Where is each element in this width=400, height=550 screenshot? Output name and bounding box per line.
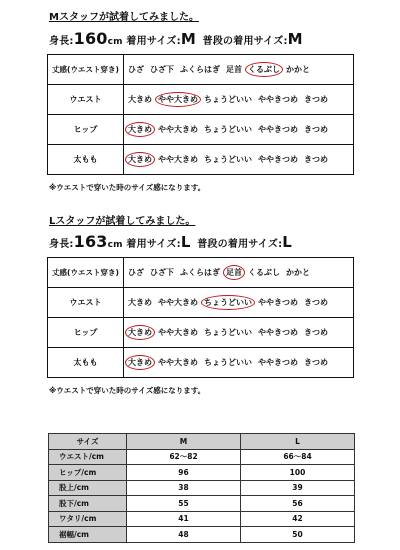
- fit-option: ちょうどいい: [204, 328, 252, 337]
- fit-option: ややきつめ: [258, 328, 298, 337]
- l-fit-note: ※ウエストで穿いた時のサイズ感になります。: [49, 386, 206, 395]
- fit-option: ちょうどいい: [204, 125, 252, 134]
- usual-size-label: 普段の着用サイズ:: [197, 239, 283, 250]
- fit-option: ひざ: [128, 268, 144, 277]
- size-table-cell: 41: [127, 511, 241, 527]
- fit-row: [48, 85, 354, 115]
- fit-row: [48, 115, 354, 145]
- fit-row-label: ウエスト: [48, 85, 124, 115]
- size-table-row-label: 股上/cm: [49, 480, 127, 496]
- fit-option: ややきつめ: [258, 358, 298, 367]
- fit-option: ちょうどいい: [204, 95, 252, 104]
- size-table-cell: 38: [127, 480, 241, 496]
- size-table-row-label: 股下/cm: [49, 496, 127, 512]
- size-table-header-cell: サイズ: [49, 434, 127, 450]
- fit-option: やや大きめ: [158, 155, 198, 164]
- size-table-cell: 39: [241, 480, 355, 496]
- size-table-cell: 100: [241, 465, 355, 481]
- fit-option: ひざ下: [150, 268, 174, 277]
- height-value: 163: [73, 232, 108, 251]
- m-fit-note: ※ウエストで穿いた時のサイズ感になります。: [49, 183, 206, 192]
- fit-option: ひざ: [128, 65, 144, 74]
- size-table-cell: 62〜82: [127, 449, 241, 465]
- m-staff-size-line: [49, 29, 306, 48]
- m-fit-table: [47, 54, 354, 175]
- fit-option: きつめ: [304, 328, 328, 337]
- size-table-row: [49, 496, 355, 512]
- size-table-cell: 42: [241, 511, 355, 527]
- height-value: 160: [73, 29, 108, 48]
- fit-option: かかと: [286, 65, 310, 74]
- usual-size-value: M: [287, 30, 303, 48]
- fit-row-label: 太もも: [48, 145, 124, 175]
- l-fit-table: [47, 257, 354, 378]
- fit-row: [48, 318, 354, 348]
- fit-option: 大きめ: [128, 95, 152, 104]
- height-label: 身長:: [49, 239, 74, 250]
- fit-row-label: 太もも: [48, 348, 124, 378]
- l-staff-size-line: [49, 232, 295, 251]
- fit-option-selected: やや大きめ: [158, 95, 198, 104]
- fit-row: [48, 288, 354, 318]
- size-table-row: [49, 511, 355, 527]
- fit-options: [124, 55, 354, 85]
- size-table-header-cell: L: [241, 434, 355, 450]
- size-measurement-table: [48, 433, 355, 543]
- height-unit: cm: [107, 240, 123, 250]
- fit-option: ひざ下: [150, 65, 174, 74]
- usual-size-value: L: [282, 233, 293, 251]
- size-table-cell: 50: [241, 527, 355, 543]
- height-label: 身長:: [49, 36, 74, 47]
- fit-option: ややきつめ: [258, 125, 298, 134]
- worn-size-label: 着用サイズ:: [126, 239, 181, 250]
- fit-option-selected: 大きめ: [128, 155, 152, 164]
- fit-row: [48, 145, 354, 175]
- fit-options: [124, 85, 354, 115]
- size-table-row-label: ウエスト/cm: [49, 449, 127, 465]
- size-table-row: [49, 465, 355, 481]
- fit-row-label: ヒップ: [48, 115, 124, 145]
- size-table-cell: 55: [127, 496, 241, 512]
- size-table-cell: 56: [241, 496, 355, 512]
- fit-option: きつめ: [304, 298, 328, 307]
- size-table-cell: 48: [127, 527, 241, 543]
- fit-row: [48, 348, 354, 378]
- fit-option: ややきつめ: [258, 95, 298, 104]
- fit-option: きつめ: [304, 95, 328, 104]
- fit-row-label: ウエスト: [48, 288, 124, 318]
- l-staff-heading: Lスタッフが試着してみました。: [49, 216, 196, 227]
- fit-option: ふくらはぎ: [180, 268, 220, 277]
- size-table-row: [49, 527, 355, 543]
- size-table-row: [49, 449, 355, 465]
- size-table-header: [49, 434, 355, 450]
- worn-size-value: L: [180, 233, 191, 251]
- fit-option: きつめ: [304, 358, 328, 367]
- fit-option: やや大きめ: [158, 125, 198, 134]
- fit-option: ちょうどいい: [204, 358, 252, 367]
- fit-option: やや大きめ: [158, 328, 198, 337]
- fit-option-selected: くるぶし: [248, 65, 280, 74]
- fit-option: くるぶし: [248, 268, 280, 277]
- fit-row: [48, 55, 354, 85]
- fit-option: きつめ: [304, 155, 328, 164]
- fit-option-selected: ちょうどいい: [204, 298, 252, 307]
- fit-option: 大きめ: [128, 298, 152, 307]
- fit-option: ややきつめ: [258, 298, 298, 307]
- fit-option: 足首: [226, 65, 242, 74]
- fit-options: [124, 115, 354, 145]
- fit-options: [124, 288, 354, 318]
- m-staff-heading: Mスタッフが試着してみました。: [49, 12, 199, 23]
- size-table-row-label: ヒップ/cm: [49, 465, 127, 481]
- fit-option: ややきつめ: [258, 155, 298, 164]
- fit-option-selected: 大きめ: [128, 125, 152, 134]
- fit-row-label: 丈感(ウエスト穿き): [48, 55, 124, 85]
- height-unit: cm: [107, 37, 123, 47]
- size-table-header-cell: M: [127, 434, 241, 450]
- fit-option: やや大きめ: [158, 358, 198, 367]
- size-table-row: [49, 480, 355, 496]
- fit-option-selected: 足首: [226, 268, 242, 277]
- fit-option: ちょうどいい: [204, 155, 252, 164]
- fit-option-selected: 大きめ: [128, 328, 152, 337]
- fit-row-label: 丈感(ウエスト穿き): [48, 258, 124, 288]
- fit-row-label: ヒップ: [48, 318, 124, 348]
- fit-options: [124, 258, 354, 288]
- size-table-cell: 96: [127, 465, 241, 481]
- worn-size-value: M: [180, 30, 196, 48]
- size-table-row-label: ワタリ/cm: [49, 511, 127, 527]
- fit-option-selected: 大きめ: [128, 358, 152, 367]
- fit-options: [124, 145, 354, 175]
- usual-size-label: 普段の着用サイズ:: [202, 36, 288, 47]
- fit-option: ふくらはぎ: [180, 65, 220, 74]
- size-table-cell: 66〜84: [241, 449, 355, 465]
- fit-option: きつめ: [304, 125, 328, 134]
- fit-option: かかと: [286, 268, 310, 277]
- size-table-row-label: 裾幅/cm: [49, 527, 127, 543]
- fit-options: [124, 348, 354, 378]
- fit-row: [48, 258, 354, 288]
- worn-size-label: 着用サイズ:: [126, 36, 181, 47]
- fit-options: [124, 318, 354, 348]
- fit-option: やや大きめ: [158, 298, 198, 307]
